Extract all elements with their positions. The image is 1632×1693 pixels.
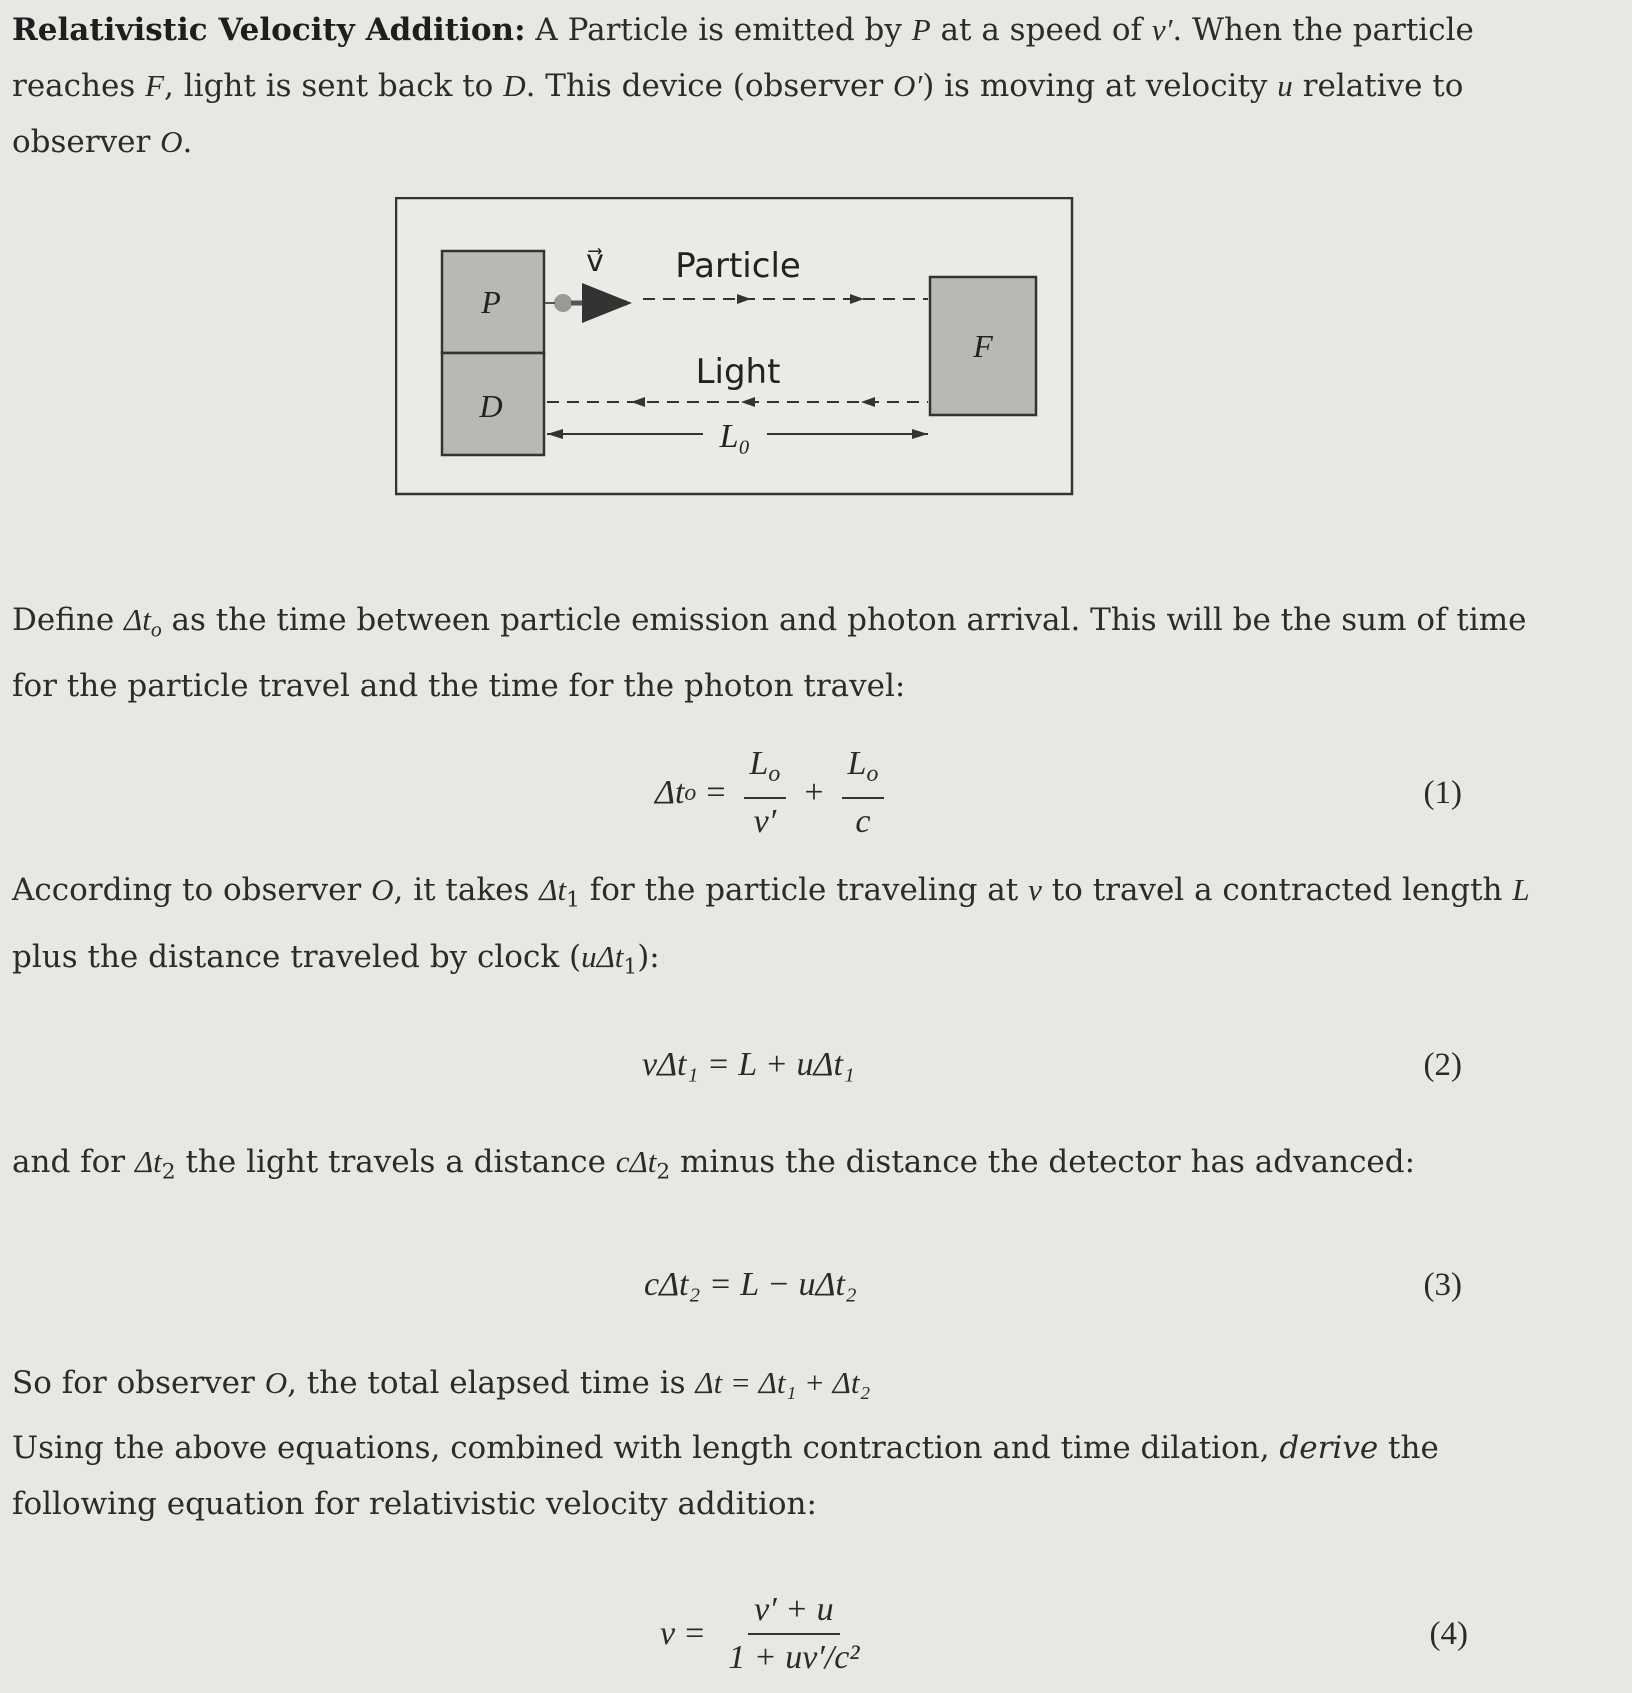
equation-3 — [0, 1240, 1632, 1330]
derive-emphasis: derive — [1279, 1430, 1379, 1466]
observer-text: ): — [637, 938, 660, 975]
symbol-D: D — [503, 68, 526, 103]
eq1-plus: + — [804, 774, 824, 811]
intro-text: . When the particle reaches — [12, 12, 1474, 104]
eq1-num-1-sub: o — [768, 761, 781, 788]
light-label: Light — [695, 352, 781, 392]
define-paragraph — [12, 592, 1552, 714]
eq1-equals: = — [706, 774, 726, 811]
intro-text: , light is sent back to — [164, 68, 504, 104]
apparatus-svg — [395, 197, 1075, 497]
intro-text: . — [182, 124, 193, 160]
eq1-lhs: Δt — [655, 774, 685, 811]
eq4-lhs: v — [660, 1615, 676, 1652]
light-text: and for — [12, 1144, 135, 1180]
equation-number-3: (3) — [1423, 1267, 1462, 1303]
eq1-den-1: v′ — [753, 803, 777, 841]
observer-text: , it takes — [393, 872, 540, 908]
total-text: , the total elapsed time is — [287, 1365, 696, 1401]
symbol-O: O — [160, 124, 183, 159]
symbol-P: P — [911, 12, 931, 47]
symbol-delta-t: Δt — [124, 602, 151, 637]
box-P-label: P — [481, 284, 501, 320]
total-text: So for observer — [12, 1365, 265, 1401]
symbol-vprime: v′ — [1151, 12, 1173, 47]
eq1-num-1: L — [749, 744, 769, 782]
length-label: L₀ — [719, 418, 751, 455]
eq1-fraction-1 — [744, 745, 787, 841]
eq1-num-2: L — [847, 744, 867, 782]
eq4-denominator: 1 + uv′/c² — [728, 1639, 860, 1676]
observer-text: According to observer — [12, 872, 372, 908]
intro-text: at a speed of — [930, 12, 1152, 48]
equation-number-2: (2) — [1423, 1047, 1462, 1083]
equation-2 — [0, 1020, 1632, 1110]
intro-text: . This device (observer — [525, 68, 894, 104]
symbol-c-delta-t: cΔt — [615, 1144, 657, 1179]
intro-paragraph — [12, 2, 1552, 170]
light-text: minus the distance the detector has advanced: — [670, 1144, 1416, 1180]
light-paragraph — [12, 1134, 1552, 1201]
eq1-den-2: c — [855, 803, 871, 841]
eq1-num-2-sub: o — [866, 761, 879, 788]
equation-number-4: (4) — [1429, 1616, 1468, 1652]
define-text: as the time between particle emission and photon arrival. This will be the sum of time for the particle travel and the time for the photon travel: — [12, 602, 1527, 704]
observer-text: for the particle traveling at — [579, 872, 1029, 908]
eq1-lhs-sub: o — [684, 779, 697, 806]
symbol-Oprime: O′ — [893, 68, 923, 103]
total-time-paragraph — [12, 1355, 1552, 1411]
eq4-numerator: v′ + u — [748, 1591, 839, 1635]
intro-text: ) is moving at velocity — [922, 68, 1278, 104]
symbol-delta-t: Δt — [539, 872, 567, 907]
derive-text: Using the above equations, combined with length contraction and time dilation, — [12, 1430, 1280, 1466]
symbol-L: L — [1512, 872, 1530, 907]
box-D-label: D — [479, 388, 503, 424]
observer-text: plus the distance traveled by clock ( — [12, 938, 582, 975]
eq3-body: cΔt₂ = L − uΔt₂ — [644, 1266, 857, 1303]
equation-number-1: (1) — [1423, 775, 1462, 811]
velocity-vector-label: v⃗ — [586, 244, 604, 279]
symbol-u: u — [1277, 68, 1293, 103]
light-text: the light travels a distance — [175, 1144, 616, 1180]
observer-text: to travel a contracted length — [1041, 872, 1513, 908]
eq1-fraction-2 — [842, 745, 885, 841]
box-F-label: F — [973, 328, 993, 364]
eq4-equals: = — [685, 1615, 705, 1652]
derive-text: the following equation for relativistic velocity addition: — [12, 1430, 1439, 1522]
intro-text: relative to observer — [12, 68, 1464, 160]
equation-1 — [0, 744, 1632, 841]
symbol-F: F — [145, 68, 165, 103]
particle-dot — [554, 294, 572, 312]
symbol-delta-t: Δt — [134, 1144, 162, 1179]
symbol-O: O — [264, 1365, 288, 1400]
symbol-v: v — [1028, 872, 1042, 907]
symbol-subscript: o — [150, 617, 162, 642]
symbol-subscript: 1 — [623, 954, 638, 979]
eq4-fraction — [722, 1591, 865, 1677]
apparatus-diagram — [395, 197, 1075, 497]
derive-paragraph — [12, 1420, 1552, 1532]
total-time-expression: Δt = Δt₁ + Δt₂ — [695, 1365, 871, 1400]
define-text: Define — [12, 602, 125, 638]
symbol-subscript: 2 — [656, 1159, 671, 1185]
symbol-O: O — [371, 872, 394, 907]
eq2-body: vΔt₁ = L + uΔt₁ — [642, 1046, 855, 1083]
particle-label: Particle — [675, 246, 801, 286]
equation-4 — [0, 1584, 1632, 1684]
symbol-u-delta-t: uΔt — [581, 938, 624, 974]
section-heading: Relativistic Velocity Addition: — [12, 12, 526, 48]
symbol-subscript: 1 — [566, 887, 580, 913]
symbol-subscript: 2 — [161, 1159, 176, 1185]
observer-paragraph — [12, 862, 1552, 995]
intro-text: A Particle is emitted by — [525, 12, 912, 48]
